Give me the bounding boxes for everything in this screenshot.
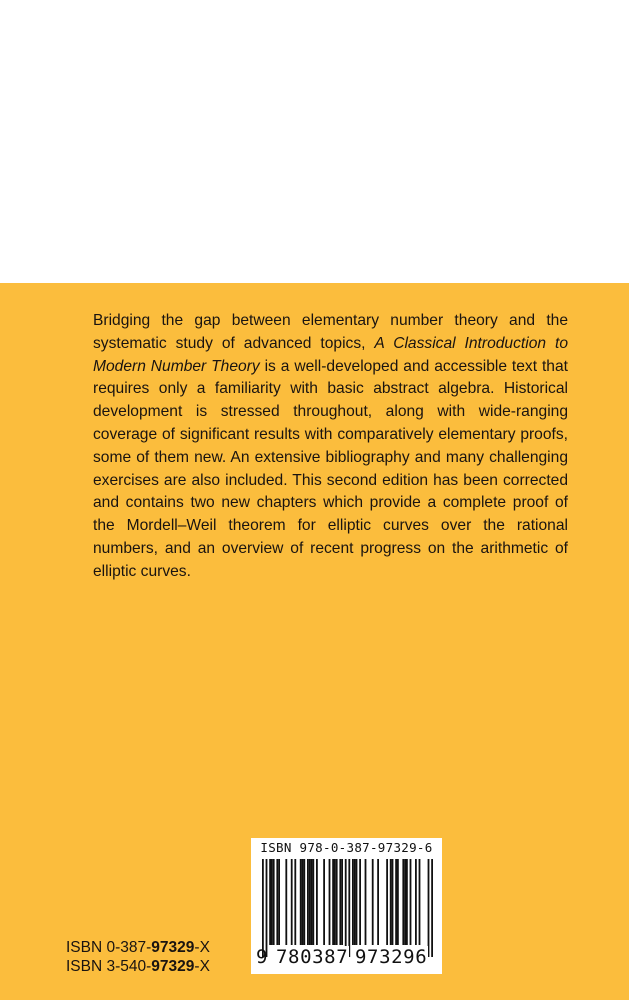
barcode-bar	[402, 859, 404, 945]
barcode-bar	[415, 859, 417, 945]
barcode-bar	[348, 859, 350, 957]
barcode-bar	[356, 859, 358, 945]
blurb-body: is a well-developed and accessible text that requires only a familiarity with basic abstract algebra. Historical development is stressed throughout, along with wide-ranging coverage of significant results with comparatively elementary proofs, some of them new. An extensive bibliography and many challenging exercises are also included. This second edition has been corrected and contains two new chapters which provide a complete proof of the Mordell–Weil theorem for elliptic curves over the rational numbers, and an overview of recent progress on the arithmetic of elliptic curves.	[93, 357, 568, 580]
barcode-bar	[397, 859, 399, 945]
barcode-bar	[377, 859, 379, 945]
barcode-bar	[339, 859, 341, 945]
barcode-bar	[428, 859, 430, 957]
barcode-digits	[251, 946, 442, 972]
isbn-line-1: ISBN 0-387-97329-X	[66, 939, 210, 956]
isbn-line-2: ISBN 3-540-97329-X	[66, 958, 210, 975]
barcode-bar	[354, 859, 356, 945]
barcode-bar	[352, 859, 354, 945]
barcode-bar	[395, 859, 397, 945]
barcode-bar	[262, 859, 264, 957]
barcode-digits-left: 780387	[276, 946, 349, 968]
barcode-bar	[323, 859, 325, 945]
back-cover-blurb	[93, 310, 568, 584]
barcode-image	[251, 859, 442, 959]
barcode-bar	[312, 859, 314, 945]
barcode-bar	[266, 859, 268, 957]
barcode-bar	[390, 859, 392, 945]
barcode-digit-lead: 9	[256, 946, 268, 968]
barcode-bar	[269, 859, 271, 945]
barcode-bar	[404, 859, 406, 945]
barcode-bar	[311, 859, 313, 945]
blank-top-area	[0, 0, 629, 283]
barcode-bar	[302, 859, 304, 945]
barcode-bar	[410, 859, 412, 945]
barcode-bar	[316, 859, 318, 945]
barcode-bar	[392, 859, 394, 945]
barcode-bar	[336, 859, 338, 945]
barcode-bar	[359, 859, 361, 945]
barcode-bar	[285, 859, 287, 945]
book-title: A Classical Introduction to Modern Number Theory	[93, 334, 568, 375]
isbn-list	[66, 938, 210, 976]
barcode-bar	[345, 859, 347, 957]
barcode-bar	[307, 859, 309, 945]
barcode-bar	[294, 859, 296, 945]
barcode-bar	[276, 859, 278, 945]
barcode-bar	[365, 859, 367, 945]
barcode-bar	[300, 859, 302, 945]
barcode-bar	[329, 859, 331, 945]
barcode-bar	[278, 859, 280, 945]
barcode-bar	[372, 859, 374, 945]
barcode-bar	[431, 859, 433, 957]
barcode-label	[251, 838, 442, 974]
barcode-bar	[273, 859, 275, 945]
barcode-bar	[334, 859, 336, 945]
barcode-digits-right: 973296	[355, 946, 428, 968]
barcode-bar	[271, 859, 273, 945]
barcode-bar	[386, 859, 388, 945]
barcode-bar	[309, 859, 311, 945]
barcode-bar	[303, 859, 305, 945]
barcode-bar	[291, 859, 293, 945]
barcode-bar	[406, 859, 408, 945]
barcode-isbn13-text: ISBN 978-0-387-97329-6	[260, 840, 433, 855]
barcode-bar	[332, 859, 334, 945]
barcode-bar	[419, 859, 421, 945]
barcode-bar	[341, 859, 343, 945]
blurb-intro: Bridging the gap between elementary number theory and the systematic study of advanced topics,	[93, 312, 568, 352]
